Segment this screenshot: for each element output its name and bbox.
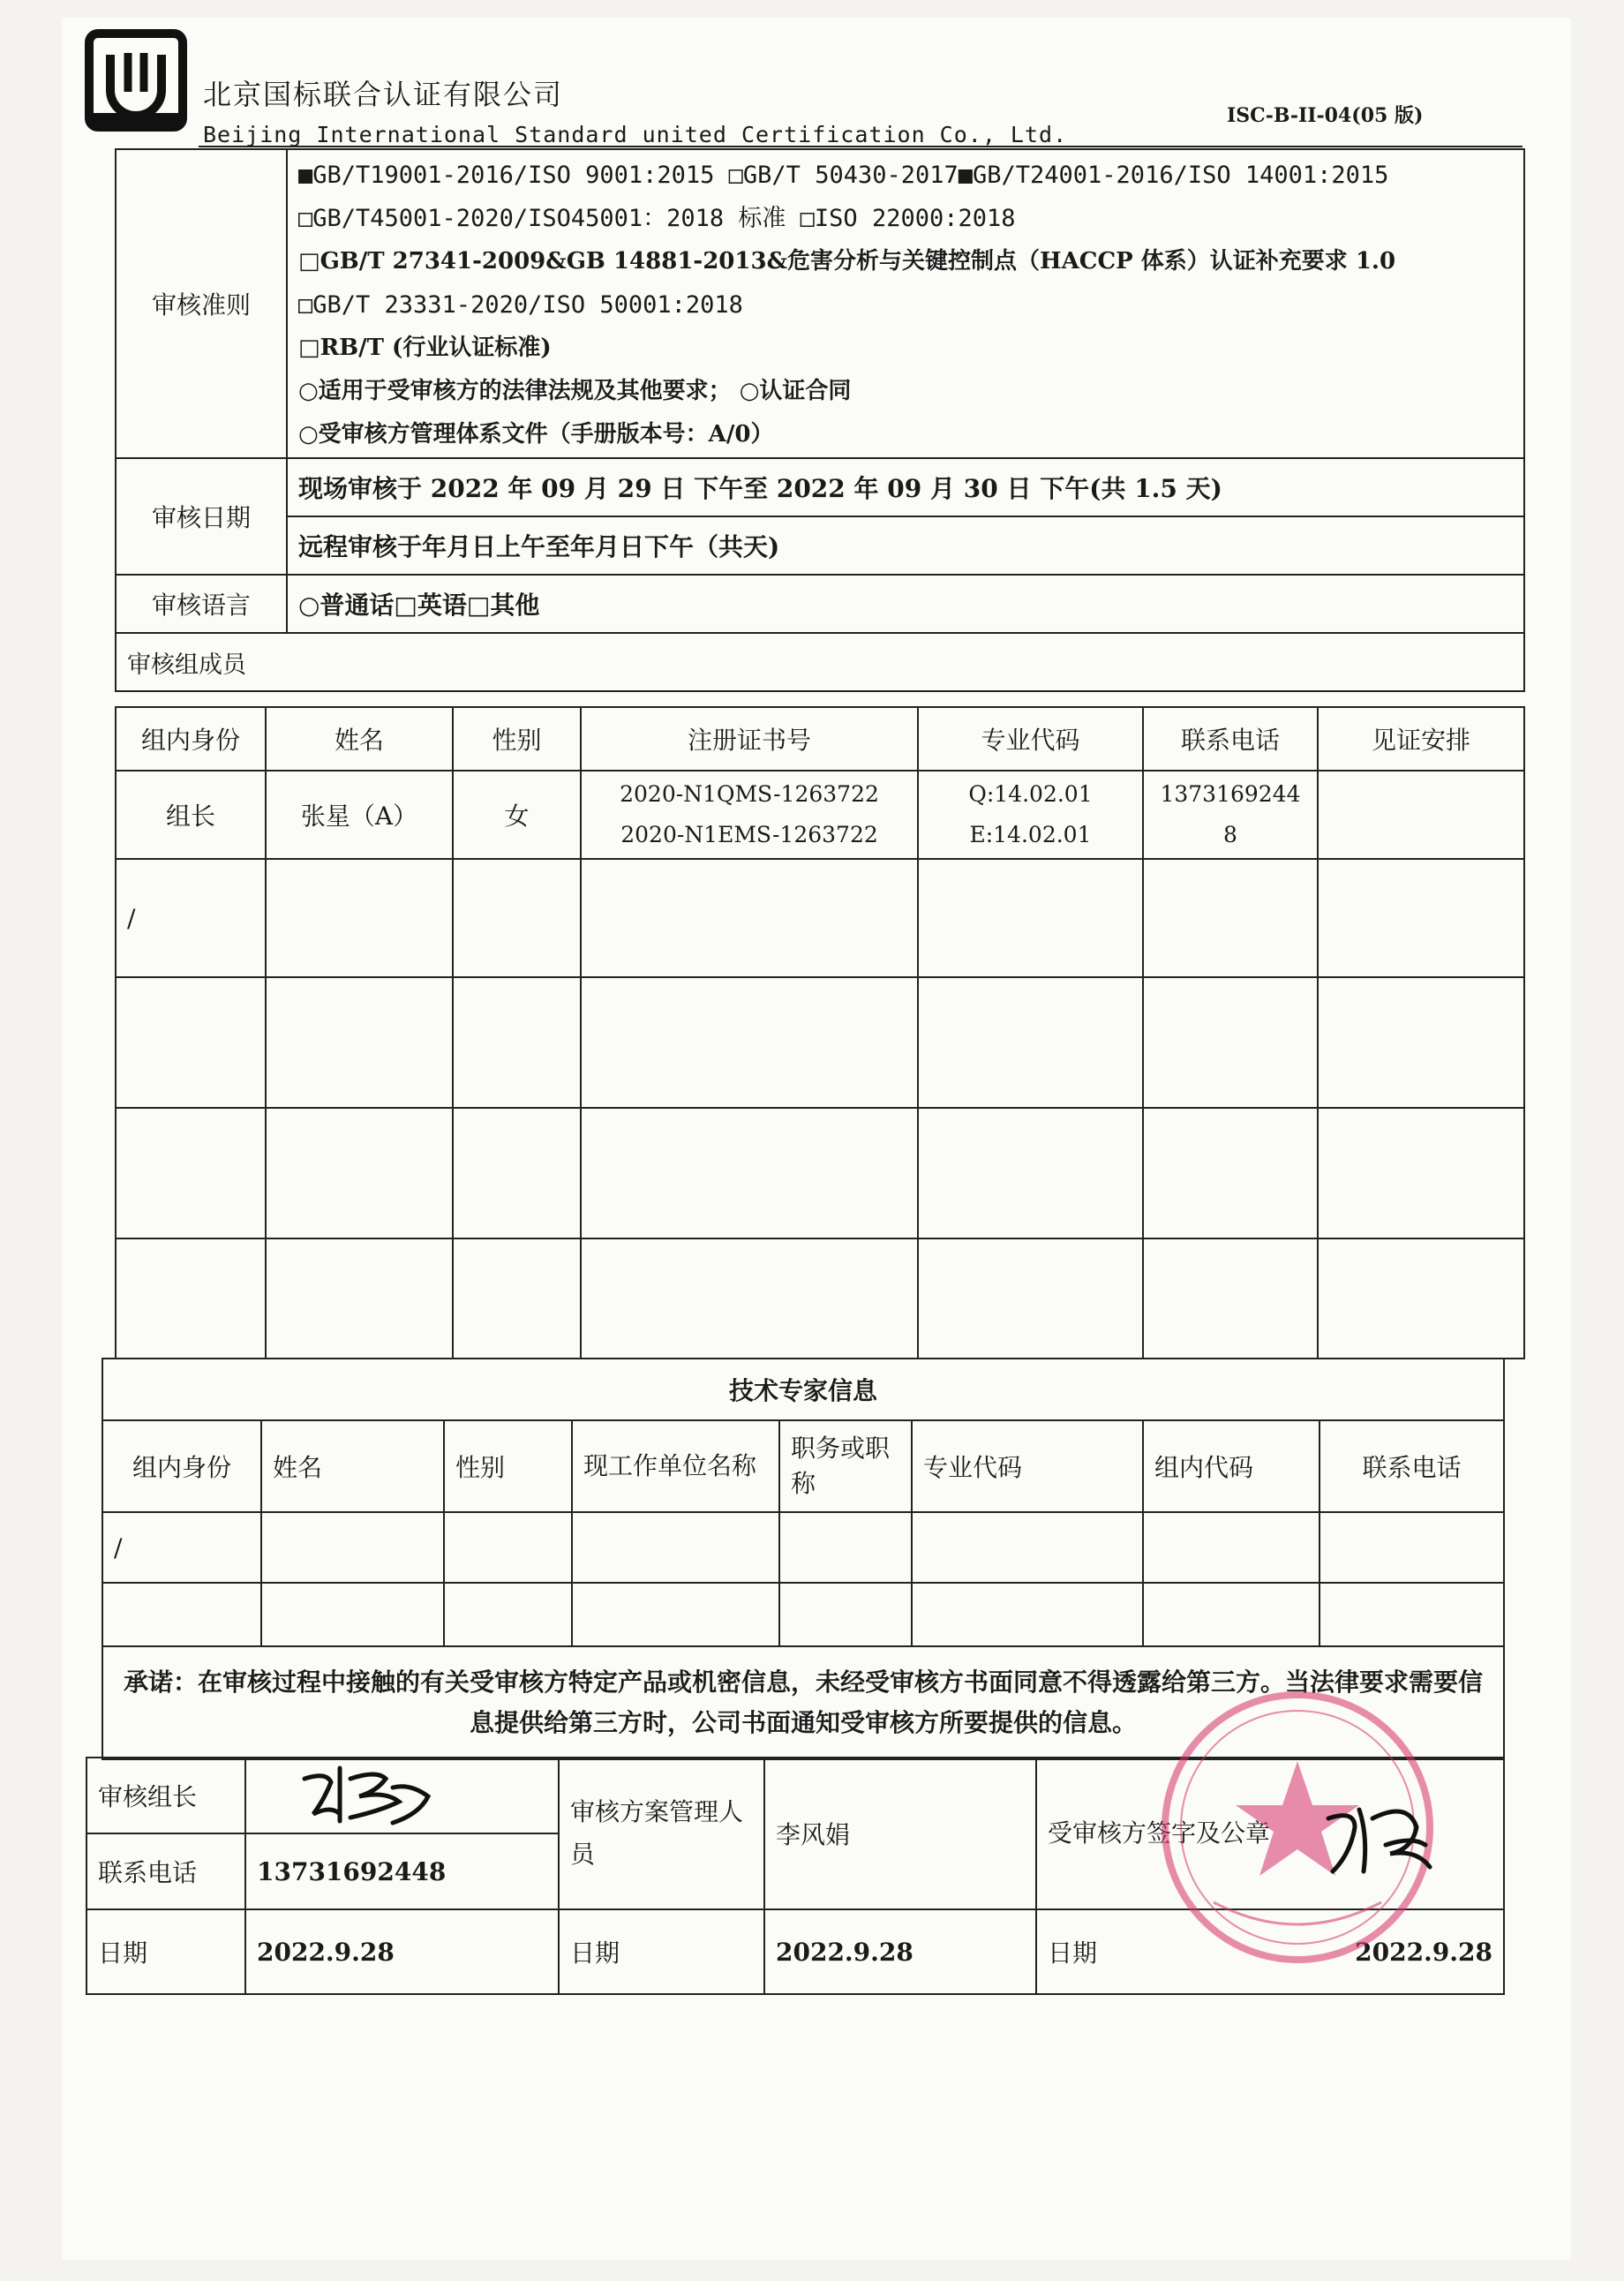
- empty-cell: [102, 1583, 261, 1646]
- leader-role: 组长: [116, 771, 266, 859]
- table-row: [102, 1512, 1504, 1583]
- table-row: [116, 1108, 1524, 1238]
- criteria-label: 审核准则: [116, 149, 287, 458]
- empty-cell: [581, 977, 918, 1108]
- planner-name: 李风娟: [764, 1758, 1036, 1909]
- empty-cell: [453, 1238, 581, 1359]
- team-header-role: 组内身份: [116, 707, 266, 771]
- empty-cell: [912, 1583, 1143, 1646]
- empty-cell: [581, 1238, 918, 1359]
- company-logo-icon: [84, 28, 188, 132]
- team-header-phone: 联系电话: [1143, 707, 1318, 771]
- confidentiality-promise: 承诺：在审核过程中接触的有关受审核方特定产品或机密信息，未经受审核方书面同意不得透露给第三方。当法律要求需要信息提供给第三方时，公司书面通知受审核方所要提供的信息。: [102, 1646, 1504, 1759]
- empty-cell: [266, 977, 453, 1108]
- empty-cell: [779, 1583, 912, 1646]
- expert-header-gender: 性别: [444, 1420, 572, 1512]
- empty-cell: [116, 1108, 266, 1238]
- team-section-label: 审核组成员: [116, 633, 1524, 691]
- table-row: [102, 1583, 1504, 1646]
- expert-header-team-code: 组内代码: [1143, 1420, 1320, 1512]
- leader-handwritten-signature: [296, 1761, 455, 1832]
- empty-cell: [116, 977, 266, 1108]
- empty-cell: [572, 1512, 779, 1583]
- empty-cell: [444, 1583, 572, 1646]
- criteria-table: [115, 148, 1525, 692]
- empty-cell: [1318, 1238, 1524, 1359]
- empty-cell: [918, 859, 1143, 977]
- empty-cell: [1318, 859, 1524, 977]
- empty-cell: [261, 1512, 444, 1583]
- team-header-witness: 见证安排: [1318, 707, 1524, 771]
- empty-cell: [918, 1108, 1143, 1238]
- leader-codes: [918, 771, 1143, 859]
- table-row: [116, 1238, 1524, 1359]
- empty-cell: [1143, 1108, 1318, 1238]
- date-label-1: 日期: [86, 1909, 245, 1994]
- empty-cell: [266, 1238, 453, 1359]
- empty-cell: [1320, 1583, 1504, 1646]
- criteria-line: □RB/T (行业认证标准): [298, 335, 552, 361]
- empty-cell: [1318, 977, 1524, 1108]
- expert-header-employer: 现工作单位名称: [572, 1420, 779, 1512]
- phone-label: 联系电话: [86, 1833, 245, 1909]
- team-header-code: 专业代码: [918, 707, 1143, 771]
- criteria-line: ○受审核方管理体系文件（手册版本号：A/0）: [298, 421, 774, 448]
- team-header-cert: 注册证书号: [581, 707, 918, 771]
- expert-header-phone: 联系电话: [1320, 1420, 1504, 1512]
- team-header-gender: 性别: [453, 707, 581, 771]
- empty-cell: [1143, 859, 1318, 977]
- leader-phone-line1: 1373169244: [1160, 781, 1301, 807]
- planner-label: 审核方案管理人员: [559, 1758, 764, 1909]
- empty-cell: [116, 1238, 266, 1359]
- date-label-2: 日期: [559, 1909, 764, 1994]
- leader-cert-ems: 2020-N1EMS-1263722: [620, 822, 878, 847]
- empty-cell: [1318, 1108, 1524, 1238]
- audit-date-label: 审核日期: [116, 458, 287, 575]
- leader-code-e: E:14.02.01: [969, 822, 1092, 847]
- empty-cell: [572, 1583, 779, 1646]
- empty-cell: [581, 859, 918, 977]
- criteria-line: □GB/T 27341-2009&GB 14881-2013&危害分析与关键控制点（HACCP 体系）认证补充要求 1.0: [298, 248, 1396, 275]
- leader-gender: 女: [453, 771, 581, 859]
- org-name-en: Beijing International Standard united Certification Co., Ltd.: [203, 122, 1068, 147]
- date-value-2: 2022.9.28: [764, 1909, 1036, 1994]
- auditee-handwritten-signature: [1315, 1792, 1439, 1889]
- document-code: ISC-B-II-04(05 版): [1227, 104, 1424, 127]
- empty-cell: [779, 1512, 912, 1583]
- criteria-line: ■GB/T19001-2016/ISO 9001:2015 □GB/T 50430-2017■GB/T24001-2016/ISO 14001:2015: [298, 162, 1389, 189]
- expert-empty-slash: /: [102, 1512, 261, 1583]
- empty-cell: [1143, 977, 1318, 1108]
- empty-cell: [266, 859, 453, 977]
- criteria-line: □GB/T45001-2020/ISO45001：2018 标准 □ISO 22000:2018: [298, 205, 1016, 232]
- expert-header-title: 职务或职称: [779, 1420, 912, 1512]
- remote-audit-date: 远程审核于年月日上午至年月日下午（共天): [287, 516, 1524, 575]
- leader-certs: [581, 771, 918, 859]
- expert-header-name: 姓名: [261, 1420, 444, 1512]
- criteria-content: [287, 149, 1524, 458]
- date-value-1: 2022.9.28: [245, 1909, 559, 1994]
- experts-title: 技术专家信息: [102, 1359, 1504, 1420]
- audit-language-value: ○普通话□英语□其他: [287, 575, 1524, 633]
- team-header-name: 姓名: [266, 707, 453, 771]
- empty-cell: [1143, 1583, 1320, 1646]
- empty-cell: [1320, 1512, 1504, 1583]
- empty-cell: [912, 1512, 1143, 1583]
- leader-phone: [1143, 771, 1318, 859]
- team-table: [115, 706, 1525, 1359]
- expert-header-code: 专业代码: [912, 1420, 1143, 1512]
- empty-cell: [444, 1512, 572, 1583]
- leader-sign-label: 审核组长: [86, 1758, 245, 1833]
- empty-cell: [918, 1238, 1143, 1359]
- leader-phone-number: 13731692448: [245, 1833, 559, 1909]
- leader-cert-qms: 2020-N1QMS-1263722: [620, 781, 879, 807]
- auditee-label: 受审核方签字及公章: [1036, 1758, 1310, 1909]
- leader-witness: [1318, 771, 1524, 859]
- date-label-3: 日期: [1036, 1909, 1310, 1994]
- date-value-3: 2022.9.28: [1310, 1909, 1504, 1994]
- leader-phone-line2: 8: [1223, 822, 1237, 847]
- onsite-audit-date: 现场审核于 2022 年 09 月 29 日 下午至 2022 年 09 月 30 日 下午(共 1.5 天): [287, 458, 1524, 516]
- audit-language-label: 审核语言: [116, 575, 287, 633]
- empty-cell: [918, 977, 1143, 1108]
- header-rule: [199, 146, 1522, 147]
- empty-slash: /: [116, 859, 266, 977]
- empty-cell: [1143, 1512, 1320, 1583]
- table-row: [116, 859, 1524, 977]
- criteria-line: □GB/T 23331-2020/ISO 50001:2018: [298, 291, 743, 319]
- empty-cell: [581, 1108, 918, 1238]
- expert-header-role: 组内身份: [102, 1420, 261, 1512]
- empty-cell: [453, 859, 581, 977]
- empty-cell: [1143, 1238, 1318, 1359]
- leader-code-q: Q:14.02.01: [968, 781, 1093, 807]
- table-row: [116, 977, 1524, 1108]
- table-row: [116, 771, 1524, 859]
- org-name-cn: 北京国标联合认证有限公司: [203, 78, 564, 111]
- criteria-line: ○适用于受审核方的法律法规及其他要求； ○认证合同: [298, 378, 852, 404]
- empty-cell: [453, 977, 581, 1108]
- empty-cell: [266, 1108, 453, 1238]
- empty-cell: [261, 1583, 444, 1646]
- empty-cell: [453, 1108, 581, 1238]
- leader-name: 张星（A）: [266, 771, 453, 859]
